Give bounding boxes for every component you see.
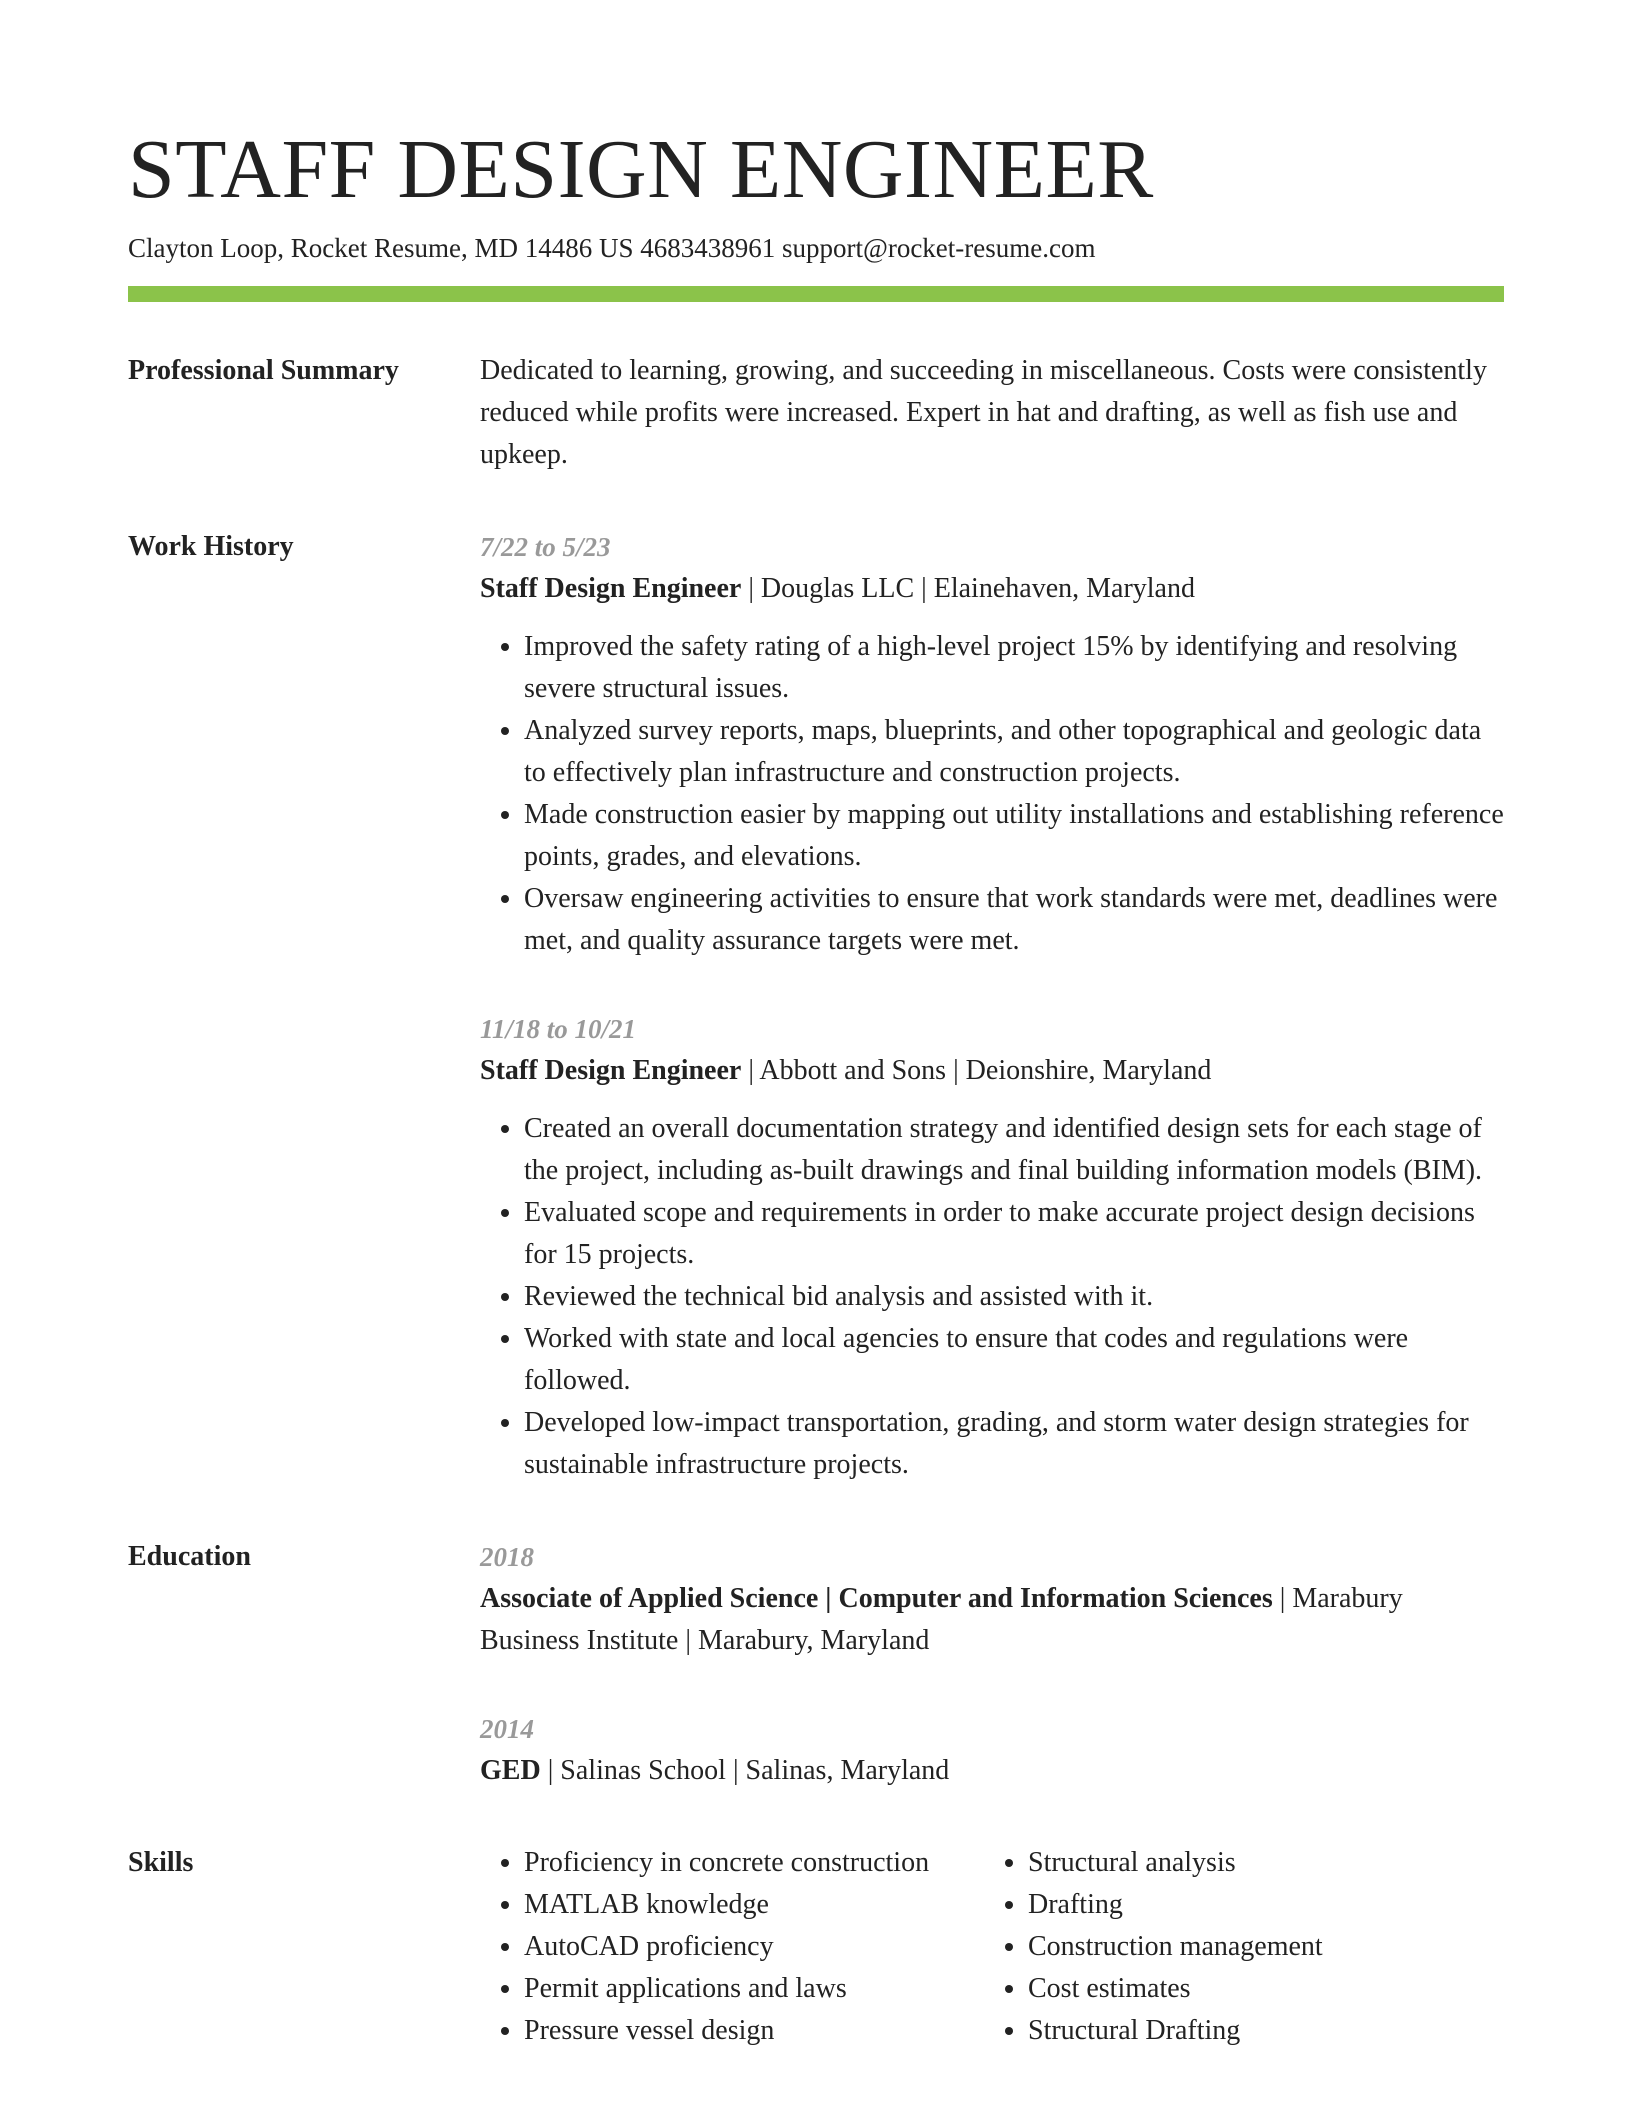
job-entry [480, 526, 1504, 962]
job-details: | Douglas LLC | Elainehaven, Maryland [741, 573, 1195, 604]
skill-item: • Structural analysis [1028, 1842, 1488, 1884]
education-entry [480, 1708, 1504, 1792]
section-label-education: Education [128, 1541, 251, 1572]
section-label-work-history: Work History [128, 531, 294, 562]
accent-divider [128, 286, 1504, 302]
job-bullet: • Oversaw engineering activities to ensure that work standards were met, deadlines were met, and quality assurance targets were met. [524, 878, 1504, 962]
skills-section [128, 1842, 1504, 2052]
skill-item: • Construction management [1028, 1926, 1488, 1968]
contact-line: Clayton Loop, Rocket Resume, MD 14486 US 4683438961 support@rocket-resume.com [128, 233, 1096, 263]
education-details: | Salinas School | Salinas, Maryland [540, 1755, 950, 1786]
resume-title: STAFF DESIGN ENGINEER [128, 123, 1154, 216]
job-dates: 7/22 to 5/23 [480, 532, 611, 562]
section-label-skills: Skills [128, 1847, 194, 1878]
job-details: | Abbott and Sons | Deionshire, Maryland [741, 1055, 1212, 1086]
work-history-section [128, 526, 1504, 1486]
job-bullets [480, 626, 1504, 962]
education-entry [480, 1536, 1504, 1662]
skill-item: • Pressure vessel design [524, 2010, 984, 2052]
education-details: | Marabury Business Institute | Marabury, Maryland [480, 1583, 1403, 1656]
skills-column-1 [480, 1842, 984, 2052]
skill-item: • AutoCAD proficiency [524, 1926, 984, 1968]
education-year: 2018 [480, 1542, 534, 1572]
education-section [128, 1536, 1504, 1792]
job-dates: 11/18 to 10/21 [480, 1014, 637, 1044]
job-bullet: • Analyzed survey reports, maps, blueprints, and other topographical and geologic data to effectively plan infrastructure and construction projects. [524, 710, 1504, 794]
summary-section [128, 350, 1504, 476]
education-headline [480, 1578, 1504, 1662]
education-headline [480, 1750, 1504, 1792]
job-bullet: • Worked with state and local agencies to ensure that codes and regulations were followed. [524, 1318, 1504, 1402]
job-headline [480, 1050, 1504, 1092]
job-bullet: • Evaluated scope and requirements in order to make accurate project design decisions for 15 projects. [524, 1192, 1504, 1276]
skill-item: • Proficiency in concrete construction [524, 1842, 984, 1884]
skill-item: • Cost estimates [1028, 1968, 1488, 2010]
job-bullet: • Created an overall documentation strategy and identified design sets for each stage of the project, including as-built drawings and final building information models (BIM). [524, 1108, 1504, 1192]
skills-columns [480, 1842, 1504, 2052]
skills-column-2 [984, 1842, 1488, 2052]
job-bullet: • Developed low-impact transportation, grading, and storm water design strategies for sustainable infrastructure projects. [524, 1402, 1504, 1486]
skill-item: • MATLAB knowledge [524, 1884, 984, 1926]
job-title: Staff Design Engineer [480, 573, 742, 604]
education-year: 2014 [480, 1714, 534, 1744]
section-label-summary: Professional Summary [128, 355, 399, 386]
resume-page [128, 120, 1504, 2052]
job-entry [480, 1008, 1504, 1486]
summary-text: Dedicated to learning, growing, and succeeding in miscellaneous. Costs were consistently reduced while profits were increased. Expert in hat and drafting, as well as fish use and upkeep. [480, 355, 1487, 470]
work-history-body [480, 526, 1504, 1486]
job-bullets [480, 1108, 1504, 1486]
job-bullet: • Reviewed the technical bid analysis and assisted with it. [524, 1276, 1504, 1318]
job-title: Staff Design Engineer [480, 1055, 742, 1086]
skill-item: • Structural Drafting [1028, 2010, 1488, 2052]
skills-body [480, 1842, 1504, 2052]
job-bullet: • Improved the safety rating of a high-level project 15% by identifying and resolving severe structural issues. [524, 626, 1504, 710]
education-degree: Associate of Applied Science | Computer and Information Sciences [480, 1583, 1273, 1614]
job-bullet: • Made construction easier by mapping out utility installations and establishing reference points, grades, and elevations. [524, 794, 1504, 878]
summary-body [480, 350, 1504, 476]
education-body [480, 1536, 1504, 1792]
skill-item: • Permit applications and laws [524, 1968, 984, 2010]
skill-item: • Drafting [1028, 1884, 1488, 1926]
education-degree: GED [480, 1755, 541, 1786]
job-headline [480, 568, 1504, 610]
